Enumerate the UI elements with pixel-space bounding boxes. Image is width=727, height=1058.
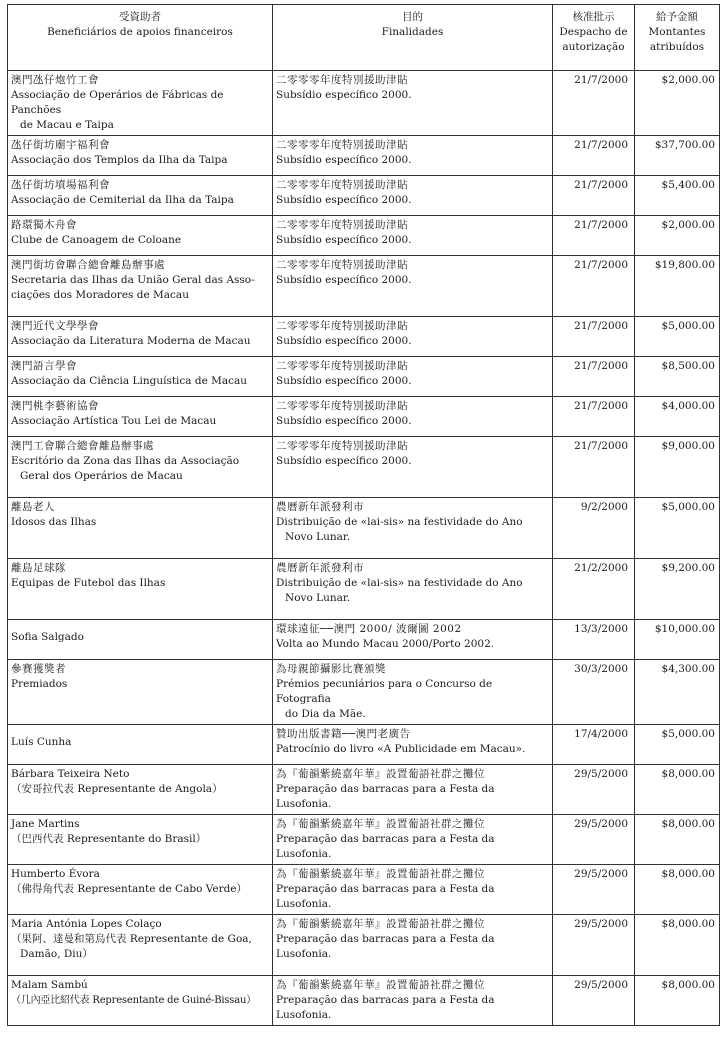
purpose-cell: [273, 765, 553, 815]
beneficiary-name-zh: 澳門工會聯合總會離島辦事處: [11, 440, 154, 452]
purpose-zh: 二零零零年度特別援助津貼: [276, 219, 408, 231]
purpose-pt-cont: do Dia da Mãe.: [285, 708, 366, 720]
beneficiary-name-pt: Equipas de Futebol das Ilhas: [11, 577, 166, 589]
dispatch-date: 29/5/2000: [553, 976, 635, 1026]
table-row: [8, 71, 720, 136]
beneficiary-name-zh: 離島足球隊: [11, 562, 66, 574]
header-dispatch: [553, 5, 635, 71]
purpose-pt: Preparação das barracas para a Festa da Lusofonia.: [276, 994, 495, 1021]
amount-value: $5,000.00: [635, 725, 720, 765]
beneficiary-representative: （佛得角代表 Representante de Cabo Verde）: [11, 883, 248, 895]
beneficiary-cell: [8, 915, 273, 976]
header-dispatch-zh: 核准批示: [572, 11, 615, 23]
subsidy-table: [7, 4, 720, 1026]
purpose-pt: Preparação das barracas para a Festa da Lusofonia.: [276, 883, 495, 910]
purpose-cell: [273, 498, 553, 559]
amount-value: $4,300.00: [635, 660, 720, 725]
dispatch-date: 21/7/2000: [553, 136, 635, 176]
dispatch-date: 30/3/2000: [553, 660, 635, 725]
purpose-zh: 為『葡韻紫繞嘉年華』設置葡語社群之攤位: [276, 768, 485, 780]
purpose-cell: [273, 725, 553, 765]
purpose-pt: Subsídio específico 2000.: [276, 194, 412, 206]
dispatch-date: 21/7/2000: [553, 256, 635, 317]
table-header-row: [8, 5, 720, 71]
beneficiary-name-pt: Associação da Literatura Moderna de Macau: [11, 335, 251, 347]
header-amount-pt2: atribuídos: [649, 41, 705, 53]
beneficiary-name-pt: Associação de Cemiterial da Ilha da Taipa: [11, 194, 234, 206]
table-row: [8, 136, 720, 176]
purpose-pt: Prémios pecuniários para o Concurso de Fotografia: [276, 678, 493, 705]
beneficiary-representative: （安哥拉代表 Representante de Angola）: [11, 783, 223, 795]
beneficiary-cell: [8, 865, 273, 915]
table-row: [8, 660, 720, 725]
dispatch-date: 21/7/2000: [553, 176, 635, 216]
header-purpose-pt: Finalidades: [381, 26, 444, 38]
dispatch-date: 21/7/2000: [553, 317, 635, 357]
beneficiary-name-pt: Premiados: [11, 678, 68, 690]
beneficiary-name-zh: 澳門語言學會: [11, 360, 77, 372]
beneficiary-name-pt: Secretaria das Ilhas da União Geral das Asso-: [11, 274, 255, 286]
beneficiary-name-zh: 離島老人: [11, 501, 55, 513]
amount-value: $2,000.00: [635, 71, 720, 136]
purpose-zh: 贊助出版書籍──澳門老廣告: [276, 728, 411, 740]
purpose-cell: [273, 815, 553, 865]
purpose-pt: Subsídio específico 2000.: [276, 274, 412, 286]
beneficiary-cell: [8, 216, 273, 256]
beneficiary-cell: [8, 397, 273, 437]
table-row: [8, 559, 720, 620]
purpose-zh: 二零零零年度特別援助津貼: [276, 400, 408, 412]
dispatch-date: 17/4/2000: [553, 725, 635, 765]
dispatch-date: 21/7/2000: [553, 397, 635, 437]
amount-value: $5,400.00: [635, 176, 720, 216]
purpose-pt: Preparação das barracas para a Festa da Lusofonia.: [276, 783, 495, 810]
purpose-cell: [273, 256, 553, 317]
header-purpose-zh: 目的: [402, 11, 423, 23]
purpose-zh: 二零零零年度特別援助津貼: [276, 139, 408, 151]
beneficiary-cell: [8, 559, 273, 620]
header-purpose: [273, 5, 553, 71]
amount-value: $8,000.00: [635, 915, 720, 976]
table-row: [8, 498, 720, 559]
beneficiary-cell: [8, 725, 273, 765]
beneficiary-cell: [8, 620, 273, 660]
table-row: [8, 176, 720, 216]
dispatch-date: 29/5/2000: [553, 815, 635, 865]
purpose-cell: [273, 176, 553, 216]
amount-value: $8,500.00: [635, 357, 720, 397]
beneficiary-name-pt: Sofia Salgado: [11, 631, 84, 643]
beneficiary-name-zh: 氹仔街坊廟宇福利會: [11, 139, 110, 151]
purpose-cell: [273, 865, 553, 915]
beneficiary-cell: [8, 71, 273, 136]
beneficiary-name-pt: Malam Sambú: [11, 979, 88, 991]
purpose-pt: Preparação das barracas para a Festa da Lusofonia.: [276, 833, 495, 860]
header-amount: [635, 5, 720, 71]
beneficiary-name-pt: Associação da Ciência Linguística de Macau: [11, 375, 248, 387]
purpose-zh: 二零零零年度特別援助津貼: [276, 179, 408, 191]
amount-value: $8,000.00: [635, 815, 720, 865]
beneficiary-cell: [8, 136, 273, 176]
beneficiary-cell: [8, 815, 273, 865]
purpose-cell: [273, 437, 553, 498]
dispatch-date: 21/7/2000: [553, 71, 635, 136]
header-beneficiaries-zh: 受資助者: [119, 11, 161, 23]
purpose-zh: 二零零零年度特別援助津貼: [276, 74, 408, 86]
purpose-pt: Preparação das barracas para a Festa da Lusofonia.: [276, 933, 495, 960]
beneficiary-name-pt: Luís Cunha: [11, 736, 72, 748]
beneficiary-name-zh: 澳門街坊會聯合總會離島辦事處: [11, 259, 165, 271]
purpose-pt: Volta ao Mundo Macau 2000/Porto 2002.: [276, 638, 495, 650]
table-row: [8, 317, 720, 357]
table-row: [8, 725, 720, 765]
amount-value: $19,800.00: [635, 256, 720, 317]
beneficiary-cell: [8, 437, 273, 498]
purpose-pt: Subsídio específico 2000.: [276, 455, 412, 467]
purpose-cell: [273, 660, 553, 725]
table-row: [8, 216, 720, 256]
beneficiary-name-pt-cont: de Macau e Taipa: [20, 119, 114, 131]
beneficiary-name-pt: Associação dos Templos da Ilha da Taipa: [11, 154, 228, 166]
beneficiary-name-pt: Clube de Canoagem de Coloane: [11, 234, 182, 246]
purpose-cell: [273, 357, 553, 397]
purpose-zh: 為『葡韻紫繞嘉年華』設置葡語社群之攤位: [276, 868, 485, 880]
purpose-zh: 二零零零年度特別援助津貼: [276, 440, 408, 452]
beneficiary-name-pt: Maria Antónia Lopes Colaço: [11, 918, 162, 930]
purpose-pt-cont: Novo Lunar.: [285, 592, 351, 604]
beneficiary-cell: [8, 660, 273, 725]
beneficiary-name-pt: Associação de Operários de Fábricas de Panchões: [11, 89, 224, 116]
purpose-cell: [273, 915, 553, 976]
header-dispatch-pt1: Despacho de: [559, 26, 628, 38]
amount-value: $8,000.00: [635, 976, 720, 1026]
purpose-pt: Subsídio específico 2000.: [276, 335, 412, 347]
beneficiary-name-pt-cont: Geral dos Operários de Macau: [20, 470, 183, 482]
header-beneficiaries-pt: Beneficiários de apoios financeiros: [47, 26, 233, 38]
purpose-zh: 為『葡韻紫繞嘉年華』設置葡語社群之攤位: [276, 818, 485, 830]
amount-value: $2,000.00: [635, 216, 720, 256]
dispatch-date: 21/7/2000: [553, 437, 635, 498]
table-row: [8, 357, 720, 397]
purpose-pt: Subsídio específico 2000.: [276, 89, 412, 101]
amount-value: $37,700.00: [635, 136, 720, 176]
amount-value: $8,000.00: [635, 865, 720, 915]
beneficiary-cell: [8, 176, 273, 216]
purpose-cell: [273, 136, 553, 176]
purpose-pt: Subsídio específico 2000.: [276, 415, 412, 427]
purpose-zh: 農曆新年派發利市: [276, 562, 364, 574]
amount-value: $9,000.00: [635, 437, 720, 498]
beneficiary-representative: （果阿、達曼和第烏代表 Representante de Goa,: [11, 933, 252, 945]
purpose-pt: Subsídio específico 2000.: [276, 375, 412, 387]
purpose-pt: Distribuição de «lai-sis» na festividade do Ano: [276, 516, 523, 528]
beneficiary-cell: [8, 498, 273, 559]
dispatch-date: 21/7/2000: [553, 357, 635, 397]
table-row: [8, 765, 720, 815]
dispatch-date: 9/2/2000: [553, 498, 635, 559]
amount-value: $5,000.00: [635, 498, 720, 559]
purpose-zh: 農曆新年派發利市: [276, 501, 364, 513]
beneficiary-cell: [8, 976, 273, 1026]
purpose-pt: Subsídio específico 2000.: [276, 154, 412, 166]
amount-value: $9,200.00: [635, 559, 720, 620]
table-row: [8, 915, 720, 976]
beneficiary-name-zh: 澳門氹仔炮竹工會: [11, 74, 99, 86]
beneficiary-name-zh: 參賽獲獎者: [11, 663, 66, 675]
table-row: [8, 397, 720, 437]
beneficiary-representative: （几內亞比紹代表 Representante de Guiné-Bissau）: [11, 995, 257, 1006]
table-row: [8, 437, 720, 498]
table-row: [8, 620, 720, 660]
table-row: [8, 256, 720, 317]
purpose-cell: [273, 976, 553, 1026]
header-beneficiaries: [8, 5, 273, 71]
purpose-zh: 環球遠征──澳門 2000/ 波爾圖 2002: [276, 623, 462, 635]
beneficiary-name-zh: 澳門桃李藝術協會: [11, 400, 99, 412]
dispatch-date: 13/3/2000: [553, 620, 635, 660]
dispatch-date: 21/7/2000: [553, 216, 635, 256]
purpose-cell: [273, 559, 553, 620]
header-amount-zh: 給予金額: [656, 11, 698, 23]
amount-value: $10,000.00: [635, 620, 720, 660]
purpose-cell: [273, 620, 553, 660]
beneficiary-name-zh: 澳門近代文學學會: [11, 320, 99, 332]
beneficiary-name-pt: Escritório da Zona das Ilhas da Associação: [11, 455, 240, 467]
beneficiary-name-pt: Idosos das Ilhas: [11, 516, 97, 528]
beneficiary-cell: [8, 357, 273, 397]
purpose-zh: 為『葡韻紫繞嘉年華』設置葡語社群之攤位: [276, 979, 485, 991]
header-dispatch-pt2: autorização: [562, 41, 625, 53]
purpose-cell: [273, 71, 553, 136]
header-amount-pt1: Montantes: [648, 26, 706, 38]
table-row: [8, 976, 720, 1026]
purpose-cell: [273, 317, 553, 357]
purpose-cell: [273, 216, 553, 256]
beneficiary-cell: [8, 256, 273, 317]
dispatch-date: 29/5/2000: [553, 915, 635, 976]
document-page: [7, 4, 719, 1026]
beneficiary-representative-cont: Damão, Diu）: [20, 948, 93, 960]
purpose-zh: 為母親節攝影比賽頒獎: [276, 663, 386, 675]
purpose-pt-cont: Novo Lunar.: [285, 531, 351, 543]
dispatch-date: 21/2/2000: [553, 559, 635, 620]
purpose-pt: Distribuição de «lai-sis» na festividade do Ano: [276, 577, 523, 589]
purpose-pt: Subsídio específico 2000.: [276, 234, 412, 246]
beneficiary-cell: [8, 317, 273, 357]
beneficiary-name-zh: 氹仔街坊墳場福利會: [11, 179, 110, 191]
amount-value: $4,000.00: [635, 397, 720, 437]
beneficiary-name-pt: Associação Artística Tou Lei de Macau: [11, 415, 217, 427]
purpose-zh: 二零零零年度特別援助津貼: [276, 259, 408, 271]
amount-value: $8,000.00: [635, 765, 720, 815]
purpose-zh: 二零零零年度特別援助津貼: [276, 360, 408, 372]
table-row: [8, 815, 720, 865]
purpose-cell: [273, 397, 553, 437]
dispatch-date: 29/5/2000: [553, 865, 635, 915]
beneficiary-name-zh: 路環獨木舟會: [11, 219, 77, 231]
beneficiary-representative: （巴西代表 Representante do Brasil）: [11, 833, 207, 845]
amount-value: $5,000.00: [635, 317, 720, 357]
dispatch-date: 29/5/2000: [553, 765, 635, 815]
beneficiary-cell: [8, 765, 273, 815]
table-row: [8, 865, 720, 915]
beneficiary-name-pt: Humberto Évora: [11, 868, 100, 880]
purpose-zh: 二零零零年度特別援助津貼: [276, 320, 408, 332]
purpose-pt: Patrocínio do livro «A Publicidade em Macau».: [276, 743, 526, 755]
beneficiary-name-pt: Bárbara Teixeira Neto: [11, 768, 130, 780]
beneficiary-name-pt: Jane Martins: [11, 818, 80, 830]
beneficiary-name-pt-cont: ciações dos Moradores de Macau: [11, 289, 189, 301]
purpose-zh: 為『葡韻紫繞嘉年華』設置葡語社群之攤位: [276, 918, 485, 930]
